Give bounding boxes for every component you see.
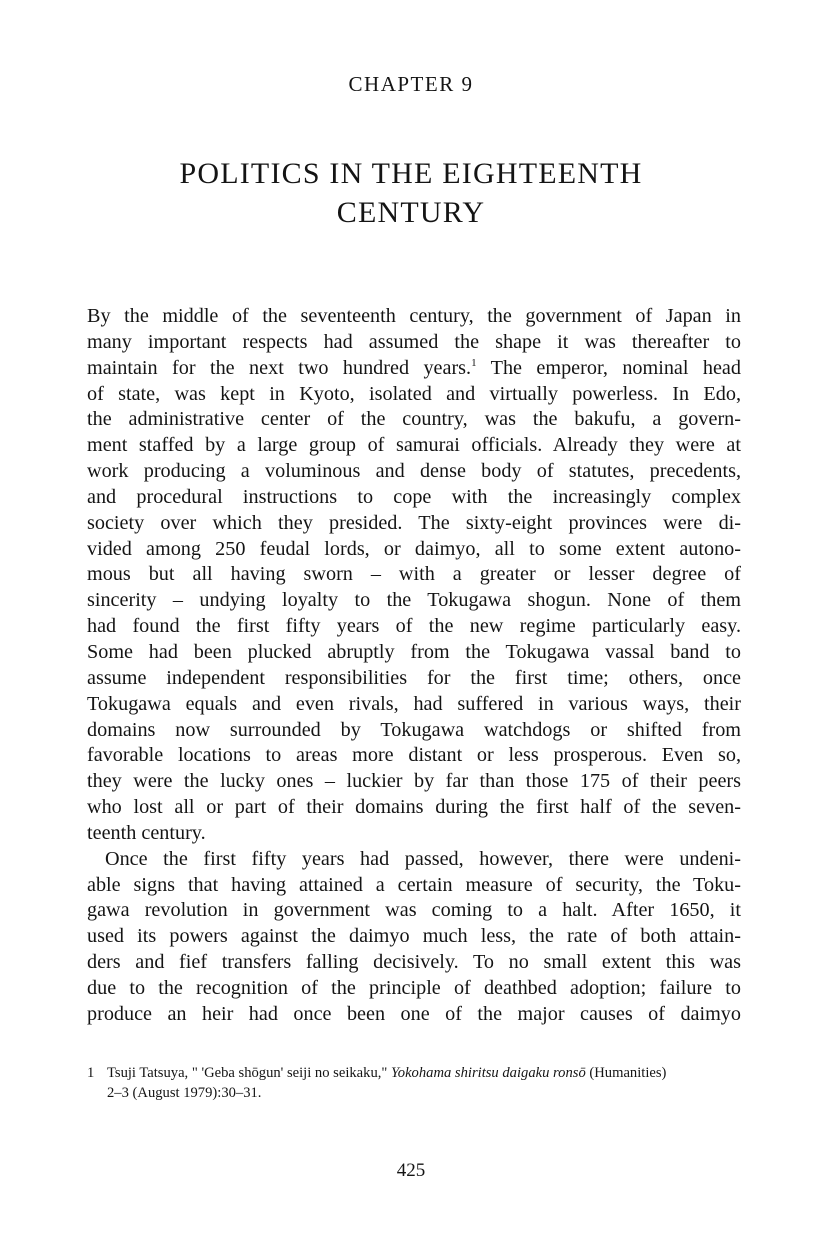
paragraph [87, 847, 741, 1028]
page-number: 425 [396, 1160, 426, 1181]
text-line: used its powers against the daimyo much less, the rate of both attain- [87, 925, 741, 948]
text-line: due to the recognition of the principle of deathbed adoption; failure to [87, 976, 741, 999]
text-line: produce an heir had once been one of the major causes of daimyo [87, 1002, 741, 1025]
footnote-line: 2–3 (August 1979):30–31. [107, 1085, 262, 1101]
text-line [87, 356, 741, 382]
text-line: Once the first fifty years had passed, however, there were undeni- [105, 847, 741, 870]
text-line: gawa revolution in government was coming to a halt. After 1650, it [87, 899, 741, 922]
text-line: assume independent responsibilities for the first time; others, once [87, 666, 741, 689]
footnote-text: (Humanities) [585, 1065, 667, 1081]
text-line: of state, was kept in Kyoto, isolated and virtually powerless. In Edo, [87, 382, 741, 405]
text-line: Some had been plucked abruptly from the Tokugawa vassal band to [87, 640, 741, 663]
text-line: many important respects had assumed the shape it was thereafter to [87, 330, 741, 353]
footnote-marker: 1 [471, 356, 477, 369]
text-line: mous but all having sworn – with a greater or lesser degree of [87, 563, 741, 586]
text-line: Tokugawa equals and even rivals, had suffered in various ways, their [87, 692, 741, 715]
chapter-title [0, 154, 822, 232]
footnote-journal-title: Yokohama shiritsu daigaku ronsō [391, 1065, 586, 1081]
text-line: had found the first fifty years of the new regime particularly easy. [87, 615, 741, 638]
text-line: teenth century. [87, 821, 206, 844]
text-line: the administrative center of the country, was the bakufu, a govern- [87, 408, 741, 431]
text-line-part: maintain for the next two hundred years. [87, 356, 472, 379]
body-text [87, 304, 741, 1028]
text-line: and procedural instructions to cope with the increasingly complex [87, 485, 741, 508]
text-line-part: The emperor, nominal head [476, 356, 741, 379]
text-line: domains now surrounded by Tokugawa watchdogs or shifted from [87, 718, 741, 741]
text-line: they were the lucky ones – luckier by far than those 175 of their peers [87, 770, 741, 793]
text-line: favorable locations to areas more distant or less prosperous. Even so, [87, 744, 741, 767]
text-line: ment staffed by a large group of samurai officials. Already they were at [87, 434, 741, 457]
footnote [87, 1063, 747, 1103]
text-line: vided among 250 feudal lords, or daimyo, all to some extent autono- [87, 537, 741, 560]
text-line: work producing a voluminous and dense body of statutes, precedents, [87, 460, 741, 483]
chapter-label: CHAPTER 9 [348, 72, 474, 96]
text-line: society over which they presided. The sixty-eight provinces were di- [87, 511, 741, 534]
paragraph [87, 304, 741, 847]
footnote-number: 1 [87, 1065, 95, 1081]
chapter-title-line: CENTURY [336, 196, 486, 229]
text-line: ders and fief transfers falling decisively. To no small extent this was [87, 951, 741, 974]
footnote-text: Tsuji Tatsuya, " 'Geba shōgun' seiji no seikaku," [107, 1065, 391, 1081]
text-line: able signs that having attained a certain measure of security, the Toku- [87, 873, 741, 896]
chapter-title-line: POLITICS IN THE EIGHTEENTH [179, 157, 643, 190]
text-line: who lost all or part of their domains during the first half of the seven- [87, 796, 741, 819]
text-line: By the middle of the seventeenth century, the government of Japan in [87, 305, 741, 327]
text-line: sincerity – undying loyalty to the Tokugawa shogun. None of them [87, 589, 741, 612]
